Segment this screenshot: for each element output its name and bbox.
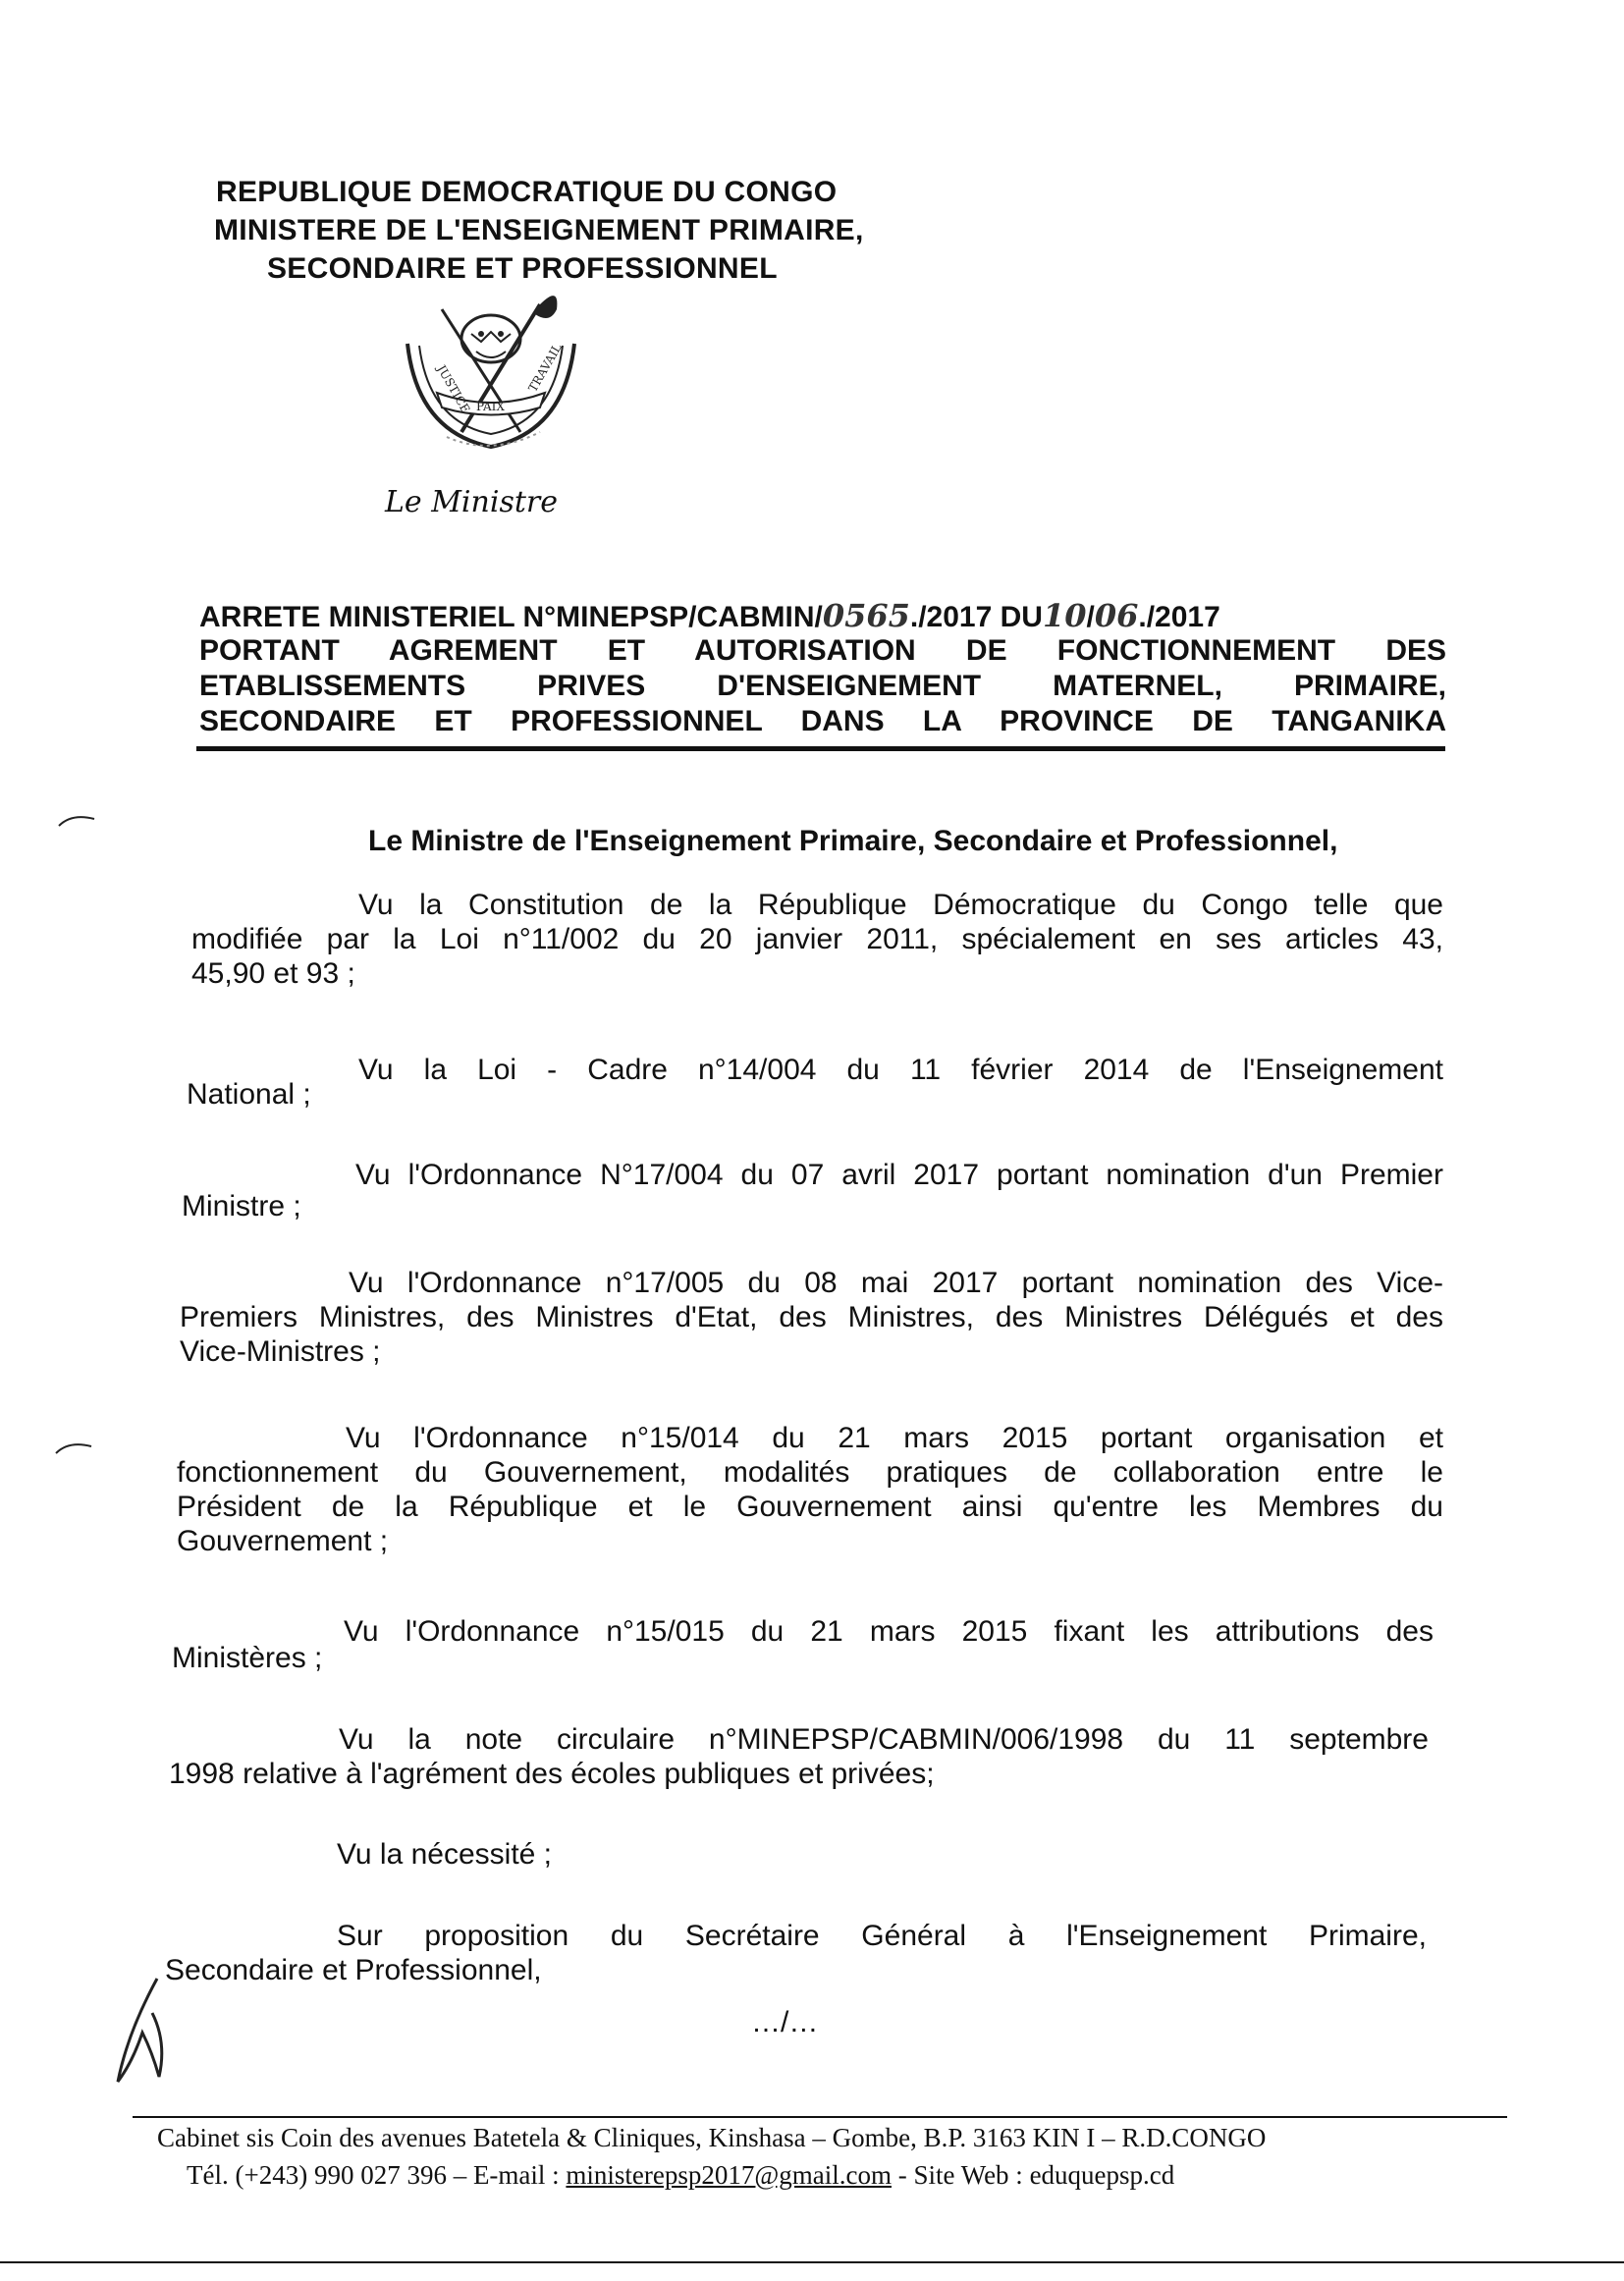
paragraph-ordonnance-ministeres: Vu l'Ordonnance n°15/015 du 21 mars 2015 fixant les attributions des <box>344 1615 1434 1648</box>
header-ministry-cont: SECONDAIRE ET PROFESSIONNEL <box>267 252 778 285</box>
seal-text-right: TRAVAIL <box>525 341 565 395</box>
paragraph-line: Premiers Ministres, des Ministres d'Etat, des Ministres, des Ministres Délégués et des <box>180 1301 1443 1333</box>
paragraph-line: Secondaire et Professionnel, <box>165 1954 542 1986</box>
footer-website: - Site Web : eduquepsp.cd <box>892 2160 1175 2190</box>
decree-number-mid: ./2017 DU <box>909 601 1043 633</box>
decree-title-line3: ETABLISSEMENTS PRIVES D'ENSEIGNEMENT MATERNEL, PRIMAIRE, <box>199 670 1446 702</box>
footer-rule <box>133 2116 1507 2118</box>
paragraph-note-circulaire: Vu la note circulaire n°MINEPSP/CABMIN/006/1998 du 11 septembre <box>339 1723 1429 1756</box>
paragraph-line: fonctionnement du Gouvernement, modalités pratiques de collaboration entre le <box>177 1456 1443 1489</box>
paragraph-line: Ministères ; <box>172 1642 323 1674</box>
coat-of-arms-seal <box>378 285 604 466</box>
margin-mark <box>54 1439 93 1458</box>
paragraph-line: Vu la Constitution de la République Démocratique du Congo telle que <box>358 889 1443 921</box>
paragraph-proposition: Sur proposition du Secrétaire Général à l'Enseignement Primaire, <box>337 1920 1427 1952</box>
decree-number-prefix: ARRETE MINISTERIEL N°MINEPSP/CABMIN/ <box>199 601 823 633</box>
decree-year-suffix: ./2017 <box>1138 601 1220 633</box>
decree-number-handwritten: 0565 <box>822 597 910 634</box>
paragraph-necessite: Vu la nécessité ; <box>337 1838 553 1871</box>
paragraph-loi-cadre: Vu la Loi - Cadre n°14/004 du 11 février 2014 de l'Enseignement <box>358 1054 1443 1086</box>
preamble-heading: Le Ministre de l'Enseignement Primaire, Secondaire et Professionnel, <box>368 825 1338 857</box>
paragraph-line: Vice-Ministres ; <box>180 1335 381 1368</box>
decree-title-line2: PORTANT AGREMENT ET AUTORISATION DE FONCTIONNEMENT DES <box>199 634 1446 667</box>
paragraph-line: 1998 relative à l'agrément des écoles publiques et privées; <box>169 1758 935 1790</box>
paragraph-ordonnance-gouvernement: Vu l'Ordonnance n°15/014 du 21 mars 2015 portant organisation et <box>346 1422 1443 1454</box>
decree-month-handwritten: 06 <box>1094 597 1139 634</box>
paragraph-line: modifiée par la Loi n°11/002 du 20 janvier 2011, spécialement en ses articles 43, <box>191 923 1443 955</box>
paragraph-line: Ministre ; <box>182 1190 301 1222</box>
handwritten-initial <box>98 1974 187 2091</box>
decree-title-line1: ARRETE MINISTERIEL N°MINEPSP/CABMIN/0565./2017 DU10/06./2017 <box>199 597 1220 634</box>
decree-title-line4: SECONDAIRE ET PROFESSIONNEL DANS LA PROVINCE DE TANGANIKA <box>199 705 1446 737</box>
title-underline <box>196 746 1445 751</box>
footer-email-link[interactable]: ministerepsp2017@gmail.com <box>566 2160 892 2190</box>
seal-text-left: JUSTICE <box>434 362 473 416</box>
header-ministry: MINISTERE DE L'ENSEIGNEMENT PRIMAIRE, <box>214 214 864 246</box>
signatory-label: Le Ministre <box>385 485 558 519</box>
seal-text-bottom: PAIX <box>476 400 505 413</box>
paragraph-line: Président de la République et le Gouvernement ainsi qu'entre les Membres du <box>177 1491 1443 1523</box>
paragraph-ordonnance-premier: Vu l'Ordonnance N°17/004 du 07 avril 2017 portant nomination d'un Premier <box>355 1159 1443 1191</box>
footer-telephone: Tél. (+243) 990 027 396 – E-mail : <box>187 2160 567 2190</box>
paragraph-line: National ; <box>187 1078 311 1111</box>
continuation-mark: …/… <box>751 2006 819 2038</box>
paragraph-line: 45,90 et 93 ; <box>191 957 355 990</box>
page-bottom-rule <box>0 2261 1624 2263</box>
paragraph-constitution <box>358 889 1443 922</box>
paragraph-ordonnance-ministres: Vu l'Ordonnance n°17/005 du 08 mai 2017 portant nomination des Vice- <box>349 1267 1443 1299</box>
header-republic: REPUBLIQUE DEMOCRATIQUE DU CONGO <box>216 176 838 208</box>
footer-address: Cabinet sis Coin des avenues Batetela & Cliniques, Kinshasa – Gombe, B.P. 3163 KIN I – R.D.CONGO <box>157 2123 1267 2152</box>
margin-mark <box>57 811 96 831</box>
footer-contact <box>187 2158 1174 2192</box>
paragraph-line: Gouvernement ; <box>177 1525 389 1557</box>
decree-day-handwritten: 10 <box>1042 597 1087 634</box>
